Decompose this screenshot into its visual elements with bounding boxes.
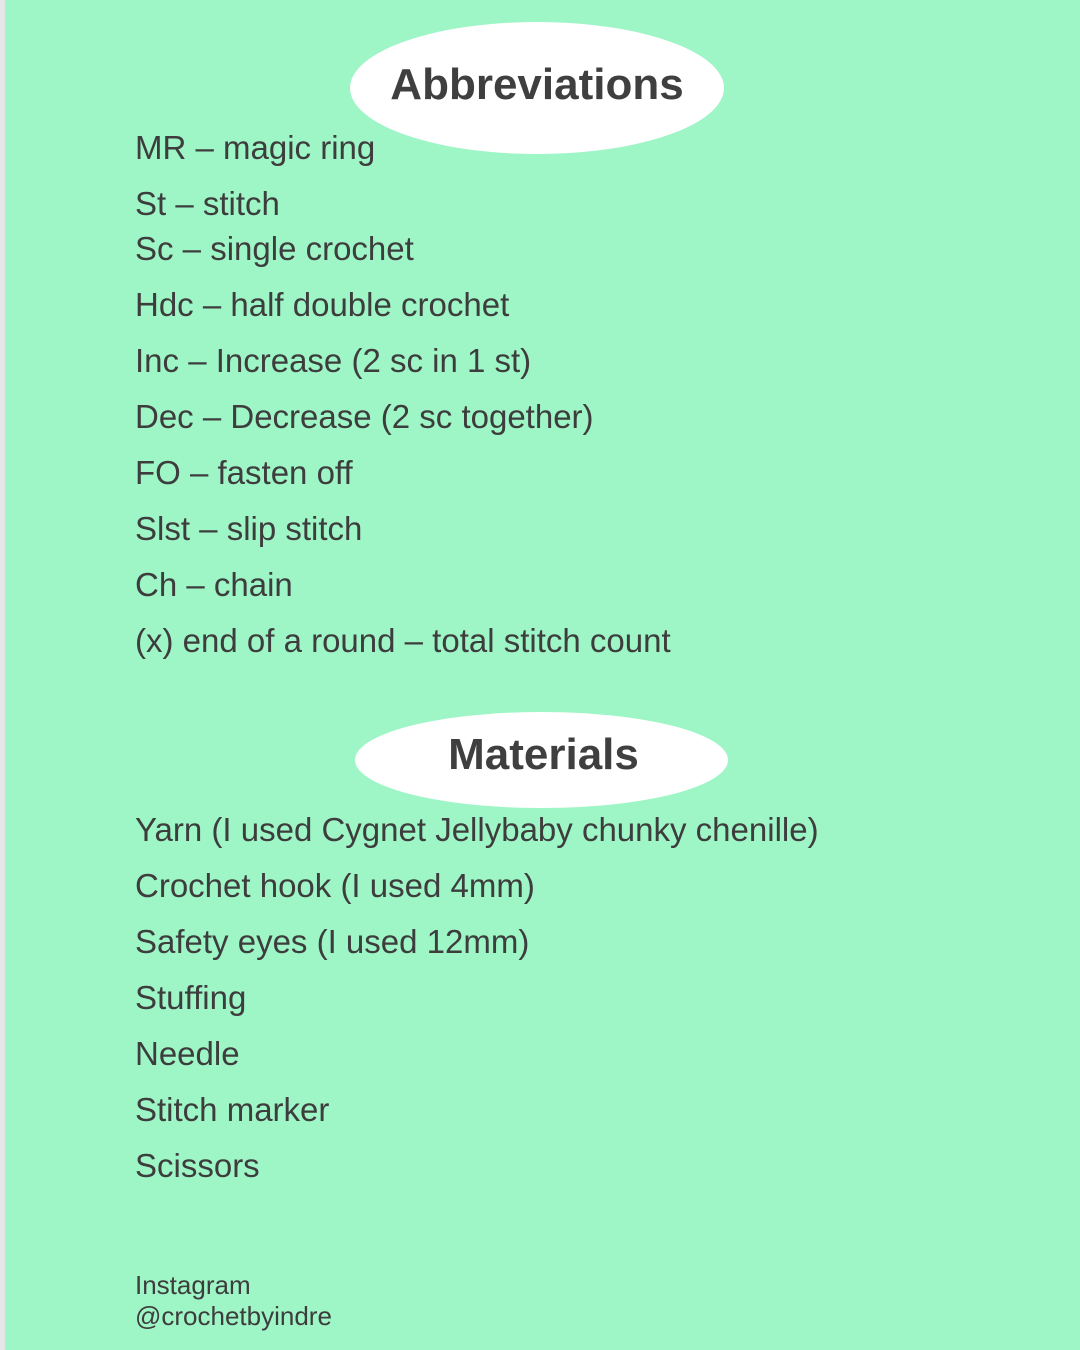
abbreviations-heading-badge (350, 22, 724, 154)
material-item: Yarn (I used Cygnet Jellybaby chunky chenille) (135, 811, 819, 848)
materials-heading: Materials (448, 730, 639, 779)
abbreviation-item: FO – fasten off (135, 454, 353, 491)
abbreviation-item: Inc – Increase (2 sc in 1 st) (135, 342, 532, 379)
material-item: Scissors (135, 1147, 260, 1184)
footer-platform: Instagram (135, 1270, 251, 1300)
abbreviation-item: MR – magic ring (135, 129, 376, 166)
abbreviation-item: Sc – single crochet (135, 230, 414, 267)
material-item: Stitch marker (135, 1091, 330, 1128)
material-item: Safety eyes (I used 12mm) (135, 923, 530, 960)
abbreviation-item: Dec – Decrease (2 sc together) (135, 398, 594, 435)
footer-handle: @crochetbyindre (135, 1301, 332, 1331)
abbreviations-heading: Abbreviations (390, 60, 684, 109)
abbreviation-item: Ch – chain (135, 566, 293, 603)
abbreviation-item: Slst – slip stitch (135, 510, 363, 547)
material-item: Stuffing (135, 979, 247, 1016)
abbreviation-item: (x) end of a round – total stitch count (135, 622, 671, 659)
material-item: Crochet hook (I used 4mm) (135, 867, 535, 904)
page-left-edge (0, 0, 5, 1350)
material-item: Needle (135, 1035, 240, 1072)
abbreviation-item: St – stitch (135, 185, 280, 222)
abbreviation-item: Hdc – half double crochet (135, 286, 510, 323)
materials-heading-badge (355, 712, 728, 808)
